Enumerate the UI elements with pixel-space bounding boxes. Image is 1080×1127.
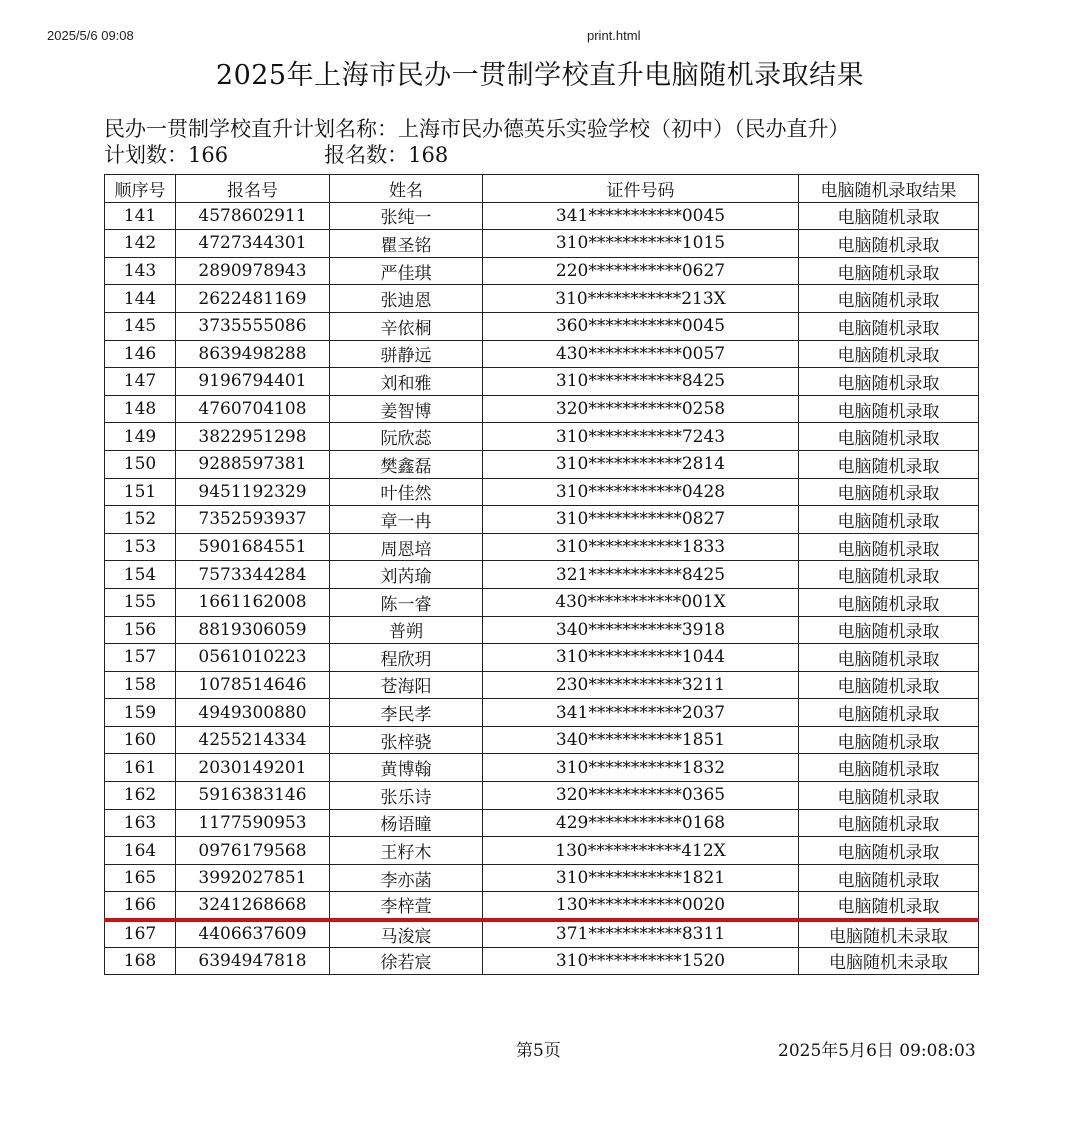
print-timestamp: 2025年5月6日 09:08:03 (778, 1041, 976, 1061)
cell-seq: 146 (105, 340, 176, 368)
cell-seq: 156 (105, 616, 176, 644)
cell-result: 电脑随机录取 (799, 478, 979, 506)
cell-reg-no: 0561010223 (176, 644, 330, 672)
cell-seq: 161 (105, 754, 176, 782)
cell-reg-no: 4760704108 (176, 395, 330, 423)
cell-name: 樊鑫磊 (330, 450, 483, 478)
cell-id-no: 310***********8425 (483, 368, 799, 396)
cell-id-no: 320***********0258 (483, 395, 799, 423)
cell-result: 电脑随机录取 (799, 230, 979, 258)
cell-seq: 150 (105, 450, 176, 478)
cell-result: 电脑随机录取 (799, 726, 979, 754)
cell-id-no: 130***********0020 (483, 892, 799, 920)
plan-name-line: 民办一贯制学校直升计划名称：上海市民办德英乐实验学校（初中）（民办直升） (104, 117, 850, 141)
cell-name: 周恩培 (330, 533, 483, 561)
cell-result: 电脑随机录取 (799, 285, 979, 313)
cell-result: 电脑随机录取 (799, 671, 979, 699)
cell-seq: 159 (105, 699, 176, 727)
cell-seq: 160 (105, 726, 176, 754)
table-row (105, 257, 979, 285)
table-row (105, 644, 979, 672)
cell-id-no: 310***********1833 (483, 533, 799, 561)
table-row (105, 616, 979, 644)
cell-id-no: 310***********1015 (483, 230, 799, 258)
cell-seq: 158 (105, 671, 176, 699)
cell-result: 电脑随机录取 (799, 202, 979, 230)
cell-result: 电脑随机录取 (799, 533, 979, 561)
cell-id-no: 320***********0365 (483, 782, 799, 810)
cell-name: 苍海阳 (330, 671, 483, 699)
cell-name: 阮欣蕊 (330, 423, 483, 451)
col-header-result: 电脑随机录取结果 (799, 175, 979, 203)
cell-result: 电脑随机录取 (799, 506, 979, 534)
table-header-row (105, 175, 979, 203)
cell-result: 电脑随机录取 (799, 423, 979, 451)
table-row (105, 506, 979, 534)
cell-result: 电脑随机未录取 (799, 920, 979, 948)
cell-id-no: 310***********1832 (483, 754, 799, 782)
cell-name: 马浚宸 (330, 920, 483, 948)
cell-reg-no: 5916383146 (176, 782, 330, 810)
table-row (105, 368, 979, 396)
cell-reg-no: 2622481169 (176, 285, 330, 313)
col-header-seq: 顺序号 (105, 175, 176, 203)
cell-id-no: 341***********2037 (483, 699, 799, 727)
cell-id-no: 321***********8425 (483, 561, 799, 589)
cell-seq: 168 (105, 947, 176, 975)
cell-result: 电脑随机录取 (799, 561, 979, 589)
table-row (105, 726, 979, 754)
cell-reg-no: 8639498288 (176, 340, 330, 368)
page-number: 第5页 (516, 1041, 561, 1061)
cell-id-no: 130***********412X (483, 837, 799, 865)
cell-name: 叶佳然 (330, 478, 483, 506)
table-row (105, 782, 979, 810)
cell-id-no: 360***********0045 (483, 312, 799, 340)
cell-name: 章一冉 (330, 506, 483, 534)
cell-reg-no: 3735555086 (176, 312, 330, 340)
cell-name: 张乐诗 (330, 782, 483, 810)
table-row (105, 230, 979, 258)
table-row (105, 947, 979, 975)
cell-seq: 155 (105, 588, 176, 616)
browser-print-filename: print.html (587, 28, 641, 43)
cell-reg-no: 4949300880 (176, 699, 330, 727)
cell-result: 电脑随机录取 (799, 368, 979, 396)
cell-reg-no: 4255214334 (176, 726, 330, 754)
cell-reg-no: 9196794401 (176, 368, 330, 396)
cell-name: 张迪恩 (330, 285, 483, 313)
cell-seq: 151 (105, 478, 176, 506)
cell-id-no: 230***********3211 (483, 671, 799, 699)
cell-result: 电脑随机录取 (799, 809, 979, 837)
cell-name: 刘和雅 (330, 368, 483, 396)
cell-reg-no: 4578602911 (176, 202, 330, 230)
cell-reg-no: 5901684551 (176, 533, 330, 561)
cell-seq: 148 (105, 395, 176, 423)
table-row (105, 920, 979, 948)
cell-seq: 157 (105, 644, 176, 672)
cell-reg-no: 1177590953 (176, 809, 330, 837)
table-row (105, 892, 979, 920)
cell-result: 电脑随机录取 (799, 892, 979, 920)
table-row (105, 671, 979, 699)
table-row (105, 202, 979, 230)
col-header-reg-no: 报名号 (176, 175, 330, 203)
table-row (105, 478, 979, 506)
cell-seq: 167 (105, 920, 176, 948)
cell-result: 电脑随机录取 (799, 588, 979, 616)
table-row (105, 450, 979, 478)
cell-id-no: 310***********1821 (483, 864, 799, 892)
results-body (105, 202, 979, 975)
cell-seq: 163 (105, 809, 176, 837)
cell-result: 电脑随机录取 (799, 616, 979, 644)
table-row (105, 395, 979, 423)
cell-name: 姜智博 (330, 395, 483, 423)
plan-count: 计划数：166 (104, 143, 229, 167)
cell-name: 陈一睿 (330, 588, 483, 616)
cell-name: 黄博翰 (330, 754, 483, 782)
cell-seq: 152 (105, 506, 176, 534)
cell-reg-no: 1078514646 (176, 671, 330, 699)
cell-result: 电脑随机录取 (799, 395, 979, 423)
cell-name: 李梓萱 (330, 892, 483, 920)
cell-seq: 166 (105, 892, 176, 920)
cell-name: 普朔 (330, 616, 483, 644)
count-line (104, 139, 448, 169)
cell-name: 王籽木 (330, 837, 483, 865)
cell-result: 电脑随机录取 (799, 864, 979, 892)
cell-seq: 143 (105, 257, 176, 285)
cell-id-no: 429***********0168 (483, 809, 799, 837)
table-row (105, 423, 979, 451)
cell-reg-no: 1661162008 (176, 588, 330, 616)
cell-reg-no: 4727344301 (176, 230, 330, 258)
cell-seq: 149 (105, 423, 176, 451)
cell-name: 严佳琪 (330, 257, 483, 285)
cell-result: 电脑随机录取 (799, 699, 979, 727)
cell-reg-no: 6394947818 (176, 947, 330, 975)
cell-result: 电脑随机未录取 (799, 947, 979, 975)
cell-id-no: 340***********1851 (483, 726, 799, 754)
table-row (105, 285, 979, 313)
cell-reg-no: 8819306059 (176, 616, 330, 644)
cell-result: 电脑随机录取 (799, 782, 979, 810)
table-row (105, 754, 979, 782)
cell-id-no: 371***********8311 (483, 920, 799, 948)
cell-name: 辛依桐 (330, 312, 483, 340)
cell-name: 张纯一 (330, 202, 483, 230)
cell-id-no: 341***********0045 (483, 202, 799, 230)
cell-seq: 145 (105, 312, 176, 340)
cell-seq: 154 (105, 561, 176, 589)
cell-reg-no: 7352593937 (176, 506, 330, 534)
col-header-name: 姓名 (330, 175, 483, 203)
apply-count: 报名数：168 (324, 143, 449, 167)
cell-reg-no: 2890978943 (176, 257, 330, 285)
cell-id-no: 310***********0827 (483, 506, 799, 534)
cell-id-no: 430***********001X (483, 588, 799, 616)
cell-reg-no: 0976179568 (176, 837, 330, 865)
cell-reg-no: 4406637609 (176, 920, 330, 948)
table-row (105, 837, 979, 865)
cell-id-no: 220***********0627 (483, 257, 799, 285)
cell-result: 电脑随机录取 (799, 644, 979, 672)
table-row (105, 699, 979, 727)
browser-print-date: 2025/5/6 09:08 (47, 28, 134, 43)
cell-name: 瞿圣铭 (330, 230, 483, 258)
cell-reg-no: 9288597381 (176, 450, 330, 478)
cell-result: 电脑随机录取 (799, 312, 979, 340)
cell-name: 程欣玥 (330, 644, 483, 672)
cell-reg-no: 7573344284 (176, 561, 330, 589)
cell-name: 李民孝 (330, 699, 483, 727)
cell-reg-no: 9451192329 (176, 478, 330, 506)
table-row (105, 588, 979, 616)
cell-id-no: 310***********0428 (483, 478, 799, 506)
cell-name: 张梓骁 (330, 726, 483, 754)
cell-name: 徐若宸 (330, 947, 483, 975)
table-row (105, 864, 979, 892)
cell-reg-no: 2030149201 (176, 754, 330, 782)
results-table (104, 174, 979, 975)
cell-seq: 153 (105, 533, 176, 561)
cell-seq: 147 (105, 368, 176, 396)
cell-result: 电脑随机录取 (799, 340, 979, 368)
cell-id-no: 310***********1520 (483, 947, 799, 975)
document-title: 2025年上海市民办一贯制学校直升电脑随机录取结果 (215, 60, 865, 91)
col-header-id-no: 证件号码 (483, 175, 799, 203)
cell-id-no: 310***********7243 (483, 423, 799, 451)
cell-id-no: 340***********3918 (483, 616, 799, 644)
cell-result: 电脑随机录取 (799, 754, 979, 782)
table-row (105, 561, 979, 589)
table-row (105, 340, 979, 368)
cell-name: 刘芮瑜 (330, 561, 483, 589)
cell-name: 骈静远 (330, 340, 483, 368)
cell-id-no: 310***********2814 (483, 450, 799, 478)
cell-seq: 164 (105, 837, 176, 865)
cell-seq: 144 (105, 285, 176, 313)
cell-seq: 141 (105, 202, 176, 230)
cell-id-no: 430***********0057 (483, 340, 799, 368)
table-row (105, 533, 979, 561)
cell-seq: 162 (105, 782, 176, 810)
cell-reg-no: 3241268668 (176, 892, 330, 920)
cell-seq: 142 (105, 230, 176, 258)
cell-seq: 165 (105, 864, 176, 892)
cell-result: 电脑随机录取 (799, 257, 979, 285)
cell-id-no: 310***********1044 (483, 644, 799, 672)
cell-reg-no: 3992027851 (176, 864, 330, 892)
cell-name: 李亦菡 (330, 864, 483, 892)
cell-id-no: 310***********213X (483, 285, 799, 313)
cell-name: 杨语瞳 (330, 809, 483, 837)
cell-result: 电脑随机录取 (799, 450, 979, 478)
cell-reg-no: 3822951298 (176, 423, 330, 451)
table-row (105, 809, 979, 837)
table-row (105, 312, 979, 340)
cell-result: 电脑随机录取 (799, 837, 979, 865)
